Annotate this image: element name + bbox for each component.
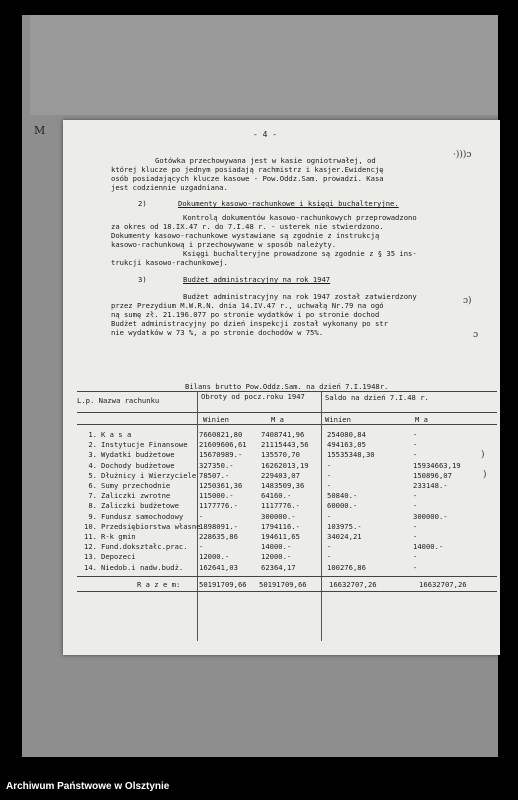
table-cell-name: Zaliczki zwrotne xyxy=(101,491,171,501)
page-number: - 4 - xyxy=(253,130,278,139)
total-label: R a z e m: xyxy=(137,580,181,589)
table-cell-w2: 15535348,30 xyxy=(327,450,375,460)
table-cell-m1: 62364,17 xyxy=(261,562,296,572)
total-winien-2: 16632707,26 xyxy=(329,580,377,589)
table-cell-lp: 3. xyxy=(88,450,97,460)
table-cell-w1: 115000.- xyxy=(199,491,234,501)
table-cell-lp: 10. xyxy=(84,521,97,531)
section-2-line: Dokumenty kasowo-rachunkowe wystawiane są zgodnie z instrukcją xyxy=(111,231,380,240)
col-header-saldo: Saldo na dzień 7.I.48 r. xyxy=(325,393,429,402)
total-ma-1: 50191709,66 xyxy=(259,580,307,589)
table-cell-w2: - xyxy=(327,460,332,470)
table-cell-m1: 1117776.- xyxy=(261,501,300,511)
table-cell-lp: 9. xyxy=(88,511,97,521)
table-cell-m1: 1483509,36 xyxy=(261,481,305,490)
table-cell-name: Zaliczki budżetowe xyxy=(101,501,179,511)
table-cell-m1: 14000.- xyxy=(261,542,292,552)
table-cell-lp: 1. xyxy=(88,430,97,439)
table-cell-lp: 13. xyxy=(84,552,97,562)
table-cell-m2: - xyxy=(413,501,418,511)
table-cell-w2: 494163,05 xyxy=(327,440,366,450)
table-cell-m1: 229403,07 xyxy=(261,470,300,480)
table-cell-m2: - xyxy=(413,521,418,531)
section-2-line: za okres od 18.IX.47 r. do 7.I.48 r. - usterek nie stwierdzono. xyxy=(111,222,384,231)
table-cell-name: K a s a xyxy=(101,430,132,439)
table-cell-name: Depozeci xyxy=(101,552,136,562)
table-cell-w2: - xyxy=(327,470,332,480)
section-3-title: Budżet administracyjny na rok 1947 xyxy=(183,275,331,284)
table-cell-m2: - xyxy=(413,562,418,572)
table-cell-m2: - xyxy=(413,430,418,439)
table-cell-w1: 228635,86 xyxy=(199,532,238,541)
total-top-rule xyxy=(77,576,497,577)
table-cell-w2: 50840.- xyxy=(327,491,358,501)
table-cell-m1: 194611,65 xyxy=(261,532,300,541)
table-cell-m1: 64160.- xyxy=(261,491,292,501)
section-2-line: Kontrolą dokumentów kasowo-rachunkowych przeprowadzono xyxy=(183,213,417,222)
table-cell-m1: 16262013,19 xyxy=(261,460,309,470)
table-cell-w1: 162641,03 xyxy=(199,562,238,572)
table-cell-name: Przedsiębiorstwa własne xyxy=(101,521,201,531)
handwritten-mark: ) xyxy=(481,450,485,460)
table-cell-w1: - xyxy=(199,511,204,521)
section-3-line: nie wydatków w 73 %, a po stronie dochodów w 75%. xyxy=(111,328,324,337)
table-cell-m1: 12000.- xyxy=(261,552,292,562)
table-cell-lp: 6. xyxy=(88,481,97,490)
table-cell-name: Niedob.i nadw.budż. xyxy=(101,562,184,572)
table-cell-m1: 135570,70 xyxy=(261,450,300,460)
col-header-winien-2: Winien xyxy=(325,415,351,424)
total-bottom-rule xyxy=(77,591,497,592)
table-cell-m1: 21115443,56 xyxy=(261,440,309,450)
table-cell-w1: 1898091.- xyxy=(199,521,238,531)
table-cell-lp: 14. xyxy=(84,562,97,572)
table-cell-lp: 7. xyxy=(88,491,97,501)
col-header-winien-1: Winien xyxy=(203,415,229,424)
table-cell-m2: 15934663,19 xyxy=(413,460,461,470)
table-cell-m2: 14000.- xyxy=(413,542,444,552)
col-header-ma-1: M a xyxy=(271,415,284,424)
table-cell-m2: 300000.- xyxy=(413,511,448,521)
col-header-lp-name: L.p. Nazwa rachunku xyxy=(77,396,160,405)
section-2-line: trukcji kasowo-rachunkowej. xyxy=(111,258,228,267)
table-cell-name: Fund.dokształc.prac. xyxy=(101,542,188,552)
header-mid-rule xyxy=(77,412,497,413)
table-cell-name: Sumy przechodnie xyxy=(101,481,171,490)
table-cell-w2: 60000.- xyxy=(327,501,358,511)
handwritten-mark: ) xyxy=(483,470,487,480)
handwritten-mark: ɔ) xyxy=(463,296,472,306)
table-cell-w1: 1177776.- xyxy=(199,501,238,511)
section-3-line: Budżet administracyjny na rok 1947 został zatwierdzony xyxy=(183,292,417,301)
section-3-number: 3) xyxy=(138,275,147,284)
table-cell-w1: 327350.- xyxy=(199,460,234,470)
intro-line: której klucze po jednym posiadają rachmistrz i kasjer.Ewidencję xyxy=(111,165,384,174)
table-cell-lp: 12. xyxy=(84,542,97,552)
table-cell-w2: 100276,86 xyxy=(327,562,366,572)
document-page xyxy=(63,120,500,655)
table-cell-m2: 150896,07 xyxy=(413,470,452,480)
table-cell-name: Instytucje Finansowe xyxy=(101,440,188,450)
table-cell-w2: - xyxy=(327,552,332,562)
table-cell-m2: 233148.- xyxy=(413,481,448,490)
col-header-obroty: Obroty od pocz.roku 1947 xyxy=(201,392,305,401)
table-cell-name: Dłużnicy i Wierzyciele xyxy=(101,470,197,480)
section-2-line: Księgi buchalteryjne prowadzone są zgodnie z § 35 ins- xyxy=(183,249,417,258)
table-cell-m1: 7408741,96 xyxy=(261,430,305,439)
table-cell-lp: 11. xyxy=(84,532,97,541)
section-3-line: przez Prezydium M.W.R.N. dnia 14.IV.47 r., uchwałą Nr.79 na ogó xyxy=(111,301,384,310)
intro-line: jest codziennie uzgadniana. xyxy=(111,183,228,192)
header-bottom-rule xyxy=(77,424,497,425)
table-cell-w2: - xyxy=(327,542,332,552)
section-3-line: ną sumę zł. 21.196.077 po stronie wydatków i po stronie dochod xyxy=(111,310,380,319)
section-3-line: Budżet administracyjny po dzień inspekcji został wykonany po str xyxy=(111,319,388,328)
table-cell-name: R-k gmin xyxy=(101,532,136,541)
table-cell-m2: - xyxy=(413,552,418,562)
table-cell-w1: 78507.- xyxy=(199,470,230,480)
table-cell-m2: - xyxy=(413,440,418,450)
total-winien-1: 50191709,66 xyxy=(199,580,247,589)
table-cell-w1: 21609606,61 xyxy=(199,440,247,450)
section-2-title: Dokumenty kasowo-rachunkowe i księgi buchalteryjne. xyxy=(178,199,399,208)
scan-top-strip xyxy=(30,15,498,115)
table-cell-w1: 7660821,80 xyxy=(199,430,243,439)
table-cell-m2: - xyxy=(413,450,418,460)
col-divider xyxy=(197,391,198,641)
table-cell-w2: 103975.- xyxy=(327,521,362,531)
margin-note: M xyxy=(34,124,46,137)
table-cell-name: Wydatki budżetowe xyxy=(101,450,175,460)
table-cell-w2: - xyxy=(327,481,332,490)
table-cell-m1: 300000.- xyxy=(261,511,296,521)
table-cell-w1: 1250361,36 xyxy=(199,481,243,490)
table-cell-m1: 1794116.- xyxy=(261,521,300,531)
col-header-ma-2: M a xyxy=(415,415,428,424)
table-cell-lp: 2. xyxy=(88,440,97,450)
intro-line: Gotówka przechowywana jest w kasie ogniotrwałej, od xyxy=(155,156,376,165)
table-title: Bilans brutto Pow.Oddz.Sam. na dzień 7.I.1948r. xyxy=(185,382,389,391)
table-cell-w1: - xyxy=(199,542,204,552)
archive-footer: Archiwum Państwowe w Olsztynie xyxy=(6,781,170,792)
table-cell-w2: 254080,84 xyxy=(327,430,366,439)
intro-line: osób posiadających klucze kasowe - Pow.Oddz.Sam. prowadzi. Kasa xyxy=(111,174,384,183)
table-cell-m2: - xyxy=(413,532,418,541)
total-ma-2: 16632707,26 xyxy=(419,580,467,589)
col-divider xyxy=(321,391,322,641)
table-cell-lp: 5. xyxy=(88,470,97,480)
table-cell-w2: - xyxy=(327,511,332,521)
handwritten-mark: ·)))ɔ xyxy=(453,150,472,160)
table-cell-lp: 8. xyxy=(88,501,97,511)
section-2-line: kasowo-rachunkową i przechowywane w sposób należyty. xyxy=(111,240,337,249)
handwritten-mark: ɔ xyxy=(473,330,479,340)
section-2-number: 2) xyxy=(138,199,147,208)
table-cell-m2: - xyxy=(413,491,418,501)
table-cell-name: Fundusz samochodowy xyxy=(101,511,184,521)
table-cell-lp: 4. xyxy=(88,460,97,470)
table-cell-name: Dochody budżetowe xyxy=(101,460,175,470)
table-cell-w1: 12000.- xyxy=(199,552,230,562)
table-cell-w2: 34024,21 xyxy=(327,532,362,541)
table-cell-w1: 15670989.- xyxy=(199,450,243,460)
